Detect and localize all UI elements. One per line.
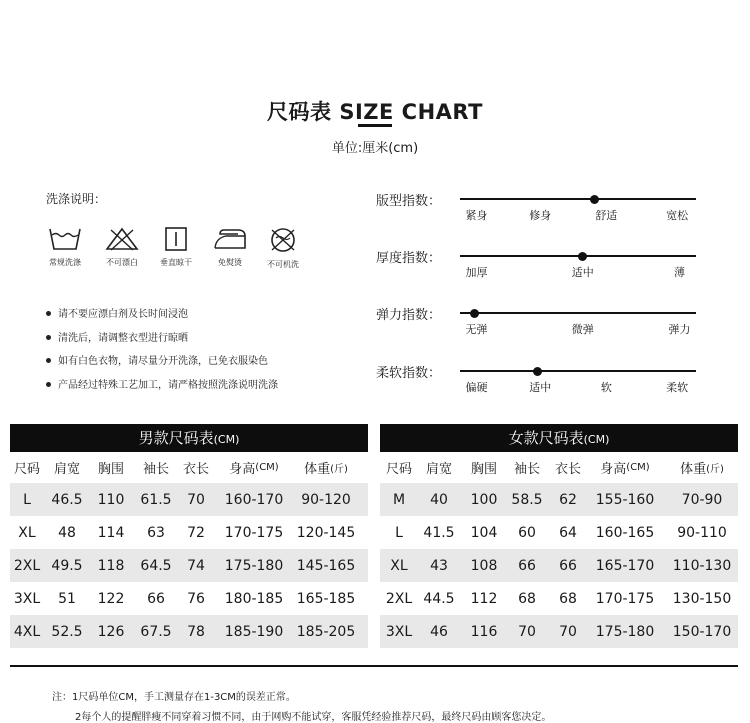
table-cell: 130-150: [672, 590, 732, 607]
table-cell: 90-110: [677, 524, 727, 541]
care-note-text: 如有白色衣物，请尽量分开洗涤，已免衣服染色: [58, 356, 268, 367]
index-label: 厚度指数：: [376, 251, 442, 266]
care-item-wash: [35, 226, 95, 268]
index-tick-label: 加厚: [465, 266, 488, 279]
table-cell: 175-180: [595, 623, 655, 640]
table-cell: 180-185: [224, 590, 284, 607]
women-header-row: [380, 452, 738, 483]
index-tick-label: 微弹: [571, 323, 594, 336]
table-cell: 52.5: [51, 623, 83, 640]
table-cell: 76: [187, 590, 205, 607]
header-size: 尺码: [385, 462, 413, 477]
table-cell: 51: [58, 590, 76, 607]
table-cell: 68: [518, 590, 536, 607]
header-length: 衣长: [554, 462, 582, 477]
women-table-body: [380, 483, 738, 648]
table-cell: 2XL: [385, 590, 413, 607]
table-cell: 49.5: [51, 557, 83, 574]
care-item-iron: [200, 226, 260, 268]
table-cell: 175-180: [224, 557, 284, 574]
table-cell: XL: [18, 524, 36, 541]
table-cell: 44.5: [423, 590, 455, 607]
men-table-title-unit: (CM): [213, 433, 240, 446]
header-height: [229, 452, 278, 483]
header-shoulder: 肩宽: [53, 462, 81, 477]
men-table-body: [10, 483, 368, 648]
no-bleach-icon: [105, 226, 139, 252]
header-chest: 胸围: [470, 462, 498, 477]
table-cell: 185-190: [224, 623, 284, 640]
no-iron-icon: [212, 226, 248, 252]
index-tick-label: 薄: [673, 266, 685, 279]
table-cell: 66: [147, 590, 165, 607]
table-cell: 46.5: [51, 491, 83, 508]
index-tick-label: 偏硬: [465, 381, 488, 394]
table-cell: L: [23, 491, 31, 508]
table-cell: 170-175: [224, 524, 284, 541]
index-tick-label: 无弹: [465, 323, 488, 336]
unit-label: 单位:厘米(cm): [331, 141, 419, 156]
table-cell: 58.5: [511, 491, 543, 508]
index-label: 柔软指数：: [376, 366, 442, 381]
line-dry-icon: [159, 226, 193, 252]
women-table-title-text: 女款尺码表: [508, 429, 584, 447]
table-row: [10, 615, 368, 648]
men-size-table: [10, 424, 368, 648]
care-label: 不可机洗: [267, 260, 299, 269]
table-row: [10, 582, 368, 615]
header-weight: [680, 452, 724, 483]
table-cell: 110: [97, 491, 125, 508]
index-marker: [470, 309, 479, 318]
table-cell: 165-185: [296, 590, 356, 607]
table-cell: 74: [187, 557, 205, 574]
index-tick-label: 舒适: [595, 209, 618, 222]
header-weight-text: 体重: [304, 462, 331, 477]
index-tick-label: 软: [600, 381, 612, 394]
table-cell: 70-90: [681, 491, 723, 508]
header-chest: 胸围: [97, 462, 125, 477]
women-size-table: [380, 424, 738, 648]
table-cell: 118: [97, 557, 125, 574]
table-cell: 72: [187, 524, 205, 541]
care-note-text: 请不要应漂白剂及长时间浸泡: [58, 309, 188, 320]
care-label: 不可漂白: [106, 258, 138, 267]
footnote-1: 注：1尺码单位CM，手工测量存在1-3CM的误差正常。: [52, 692, 296, 703]
table-cell: 110-130: [672, 557, 732, 574]
table-row: [380, 582, 738, 615]
header-shoulder: 肩宽: [425, 462, 453, 477]
table-cell: 108: [470, 557, 498, 574]
table-cell: 145-165: [296, 557, 356, 574]
table-cell: 60: [518, 524, 536, 541]
table-cell: 4XL: [13, 623, 41, 640]
header-height-text: 身高: [229, 462, 256, 477]
table-cell: 2XL: [13, 557, 41, 574]
care-note: [46, 376, 278, 391]
men-header-row: [10, 452, 368, 483]
washing-heading: 洗涤说明：: [46, 192, 107, 206]
index-tick-label: 适中: [529, 381, 552, 394]
table-cell: 170-175: [595, 590, 655, 607]
table-cell: 90-120: [301, 491, 351, 508]
care-note-text: 产品经过特殊工艺加工，请严格按照洗涤说明洗涤: [58, 380, 278, 391]
index-tick-label: 适中: [571, 266, 594, 279]
bullet-icon: [46, 335, 51, 340]
table-cell: 78: [187, 623, 205, 640]
bullet-icon: [46, 358, 51, 363]
table-cell: 116: [470, 623, 498, 640]
care-note: [46, 305, 188, 320]
table-cell: 155-160: [595, 491, 655, 508]
care-item-bleach: [92, 226, 152, 268]
header-sleeve: 袖长: [513, 462, 541, 477]
index-marker: [533, 367, 542, 376]
index-marker: [578, 252, 587, 261]
table-row: [380, 516, 738, 549]
table-cell: 41.5: [423, 524, 455, 541]
table-cell: L: [395, 524, 403, 541]
table-cell: 66: [559, 557, 577, 574]
index-scale-line: [460, 198, 696, 200]
table-cell: 100: [470, 491, 498, 508]
care-note: [46, 329, 188, 344]
index-tick-label: 柔软: [666, 381, 689, 394]
index-tick-label: 弹力: [668, 323, 691, 336]
care-label: 垂直晾干: [160, 258, 192, 267]
table-cell: 40: [430, 491, 448, 508]
table-cell: 70: [518, 623, 536, 640]
index-scale-line: [460, 370, 696, 372]
header-length: 衣长: [182, 462, 210, 477]
table-cell: M: [392, 491, 406, 508]
footnote-2: 2每个人的提醒胖瘦不同穿着习惯不同，由于网购不能试穿，客服凭经验推荐尺码，最终尺码由顾客您决定。: [75, 712, 552, 723]
care-item-machine: [253, 226, 313, 270]
index-tick-label: 修身: [529, 209, 552, 222]
care-label: 免熨烫: [218, 258, 242, 267]
title-underline: [358, 124, 392, 127]
table-row: [10, 483, 368, 516]
footer-divider: [10, 665, 738, 667]
no-machine-wash-icon: [266, 226, 300, 254]
index-marker: [590, 195, 599, 204]
table-cell: 43: [430, 557, 448, 574]
table-row: [10, 516, 368, 549]
header-height-text: 身高: [600, 462, 627, 477]
header-sleeve: 袖长: [142, 462, 170, 477]
table-row: [380, 615, 738, 648]
header-height-unit: (CM): [255, 462, 279, 473]
table-cell: 160-165: [595, 524, 655, 541]
table-cell: 46: [430, 623, 448, 640]
table-cell: 3XL: [385, 623, 413, 640]
table-cell: 3XL: [13, 590, 41, 607]
header-weight: [304, 452, 348, 483]
women-table-title: [380, 424, 738, 452]
table-cell: 112: [470, 590, 498, 607]
table-cell: 64: [559, 524, 577, 541]
table-cell: 126: [97, 623, 125, 640]
table-row: [380, 483, 738, 516]
table-row: [380, 549, 738, 582]
bullet-icon: [46, 382, 51, 387]
table-cell: 114: [97, 524, 125, 541]
header-weight-unit: (斤): [330, 464, 348, 475]
care-item-dry: [146, 226, 206, 268]
care-label: 常规洗涤: [49, 258, 81, 267]
table-cell: 63: [147, 524, 165, 541]
header-size: 尺码: [13, 462, 41, 477]
header-height: [600, 452, 649, 483]
index-scale-line: [460, 312, 696, 314]
table-cell: 61.5: [140, 491, 172, 508]
index-tick-label: 宽松: [666, 209, 689, 222]
table-cell: 120-145: [296, 524, 356, 541]
table-cell: 70: [559, 623, 577, 640]
table-cell: 70: [187, 491, 205, 508]
table-cell: 67.5: [140, 623, 172, 640]
men-table-title: [10, 424, 368, 452]
index-label: 版型指数：: [376, 194, 442, 209]
women-table-title-unit: (CM): [583, 433, 610, 446]
table-cell: XL: [390, 557, 408, 574]
table-cell: 104: [470, 524, 498, 541]
table-cell: 185-205: [296, 623, 356, 640]
table-row: [10, 549, 368, 582]
care-note: [46, 352, 268, 367]
care-note-text: 清洗后，请调整衣型进行晾晒: [58, 333, 188, 344]
wash-tub-icon: [48, 226, 82, 252]
index-tick-label: 紧身: [465, 209, 488, 222]
bullet-icon: [46, 311, 51, 316]
table-cell: 62: [559, 491, 577, 508]
table-cell: 150-170: [672, 623, 732, 640]
men-table-title-text: 男款尺码表: [138, 429, 214, 447]
table-cell: 165-170: [595, 557, 655, 574]
header-weight-unit: (斤): [706, 464, 724, 475]
table-cell: 48: [58, 524, 76, 541]
header-height-unit: (CM): [626, 462, 650, 473]
table-cell: 160-170: [224, 491, 284, 508]
page-title: 尺码表 SIZE CHART: [267, 100, 483, 124]
index-label: 弹力指数：: [376, 308, 442, 323]
table-cell: 66: [518, 557, 536, 574]
table-cell: 68: [559, 590, 577, 607]
header-weight-text: 体重: [680, 462, 707, 477]
table-cell: 122: [97, 590, 125, 607]
table-cell: 64.5: [140, 557, 172, 574]
